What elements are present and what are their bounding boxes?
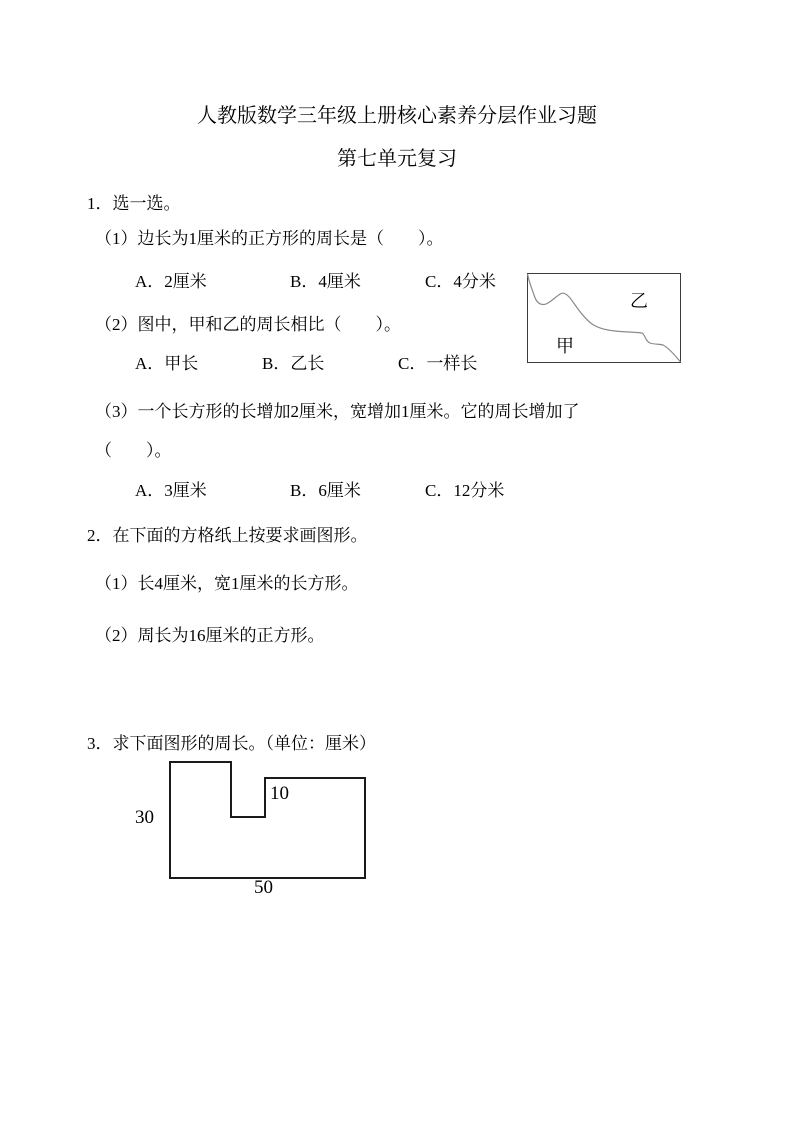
q1-sub3-option-a: A．3厘米 [135, 481, 207, 500]
perimeter-figure [168, 760, 368, 882]
q1-stem: 1．选一选。 [87, 194, 181, 213]
q1-sub2-option-a: A．甲长 [135, 354, 199, 373]
figure-border [528, 274, 681, 363]
q2-sub1-text: （1）长4厘米，宽1厘米的长方形。 [95, 574, 359, 593]
q3-bottom-dimension: 50 [254, 877, 273, 898]
jia-yi-figure [527, 273, 681, 363]
perimeter-figure-svg [168, 760, 368, 882]
page-title: 人教版数学三年级上册核心素养分层作业习题 [197, 105, 597, 127]
q1-sub2-option-b: B．乙长 [262, 354, 325, 373]
q1-sub1-option-a: A．2厘米 [135, 272, 207, 291]
label-jia: 甲 [556, 336, 574, 356]
q1-sub3-text-line2: （ ）。 [95, 441, 172, 460]
q1-sub3-text-line1: （3）一个长方形的长增加2厘米，宽增加1厘米。它的周长增加了 [95, 402, 580, 421]
q1-sub1-option-b: B．4厘米 [290, 272, 361, 291]
notched-rectangle-outline [170, 762, 365, 878]
q1-sub2-option-c: C．一样长 [398, 354, 478, 373]
page-subtitle: 第七单元复习 [337, 148, 457, 170]
q1-sub2-text: （2）图中，甲和乙的周长相比（ ）。 [95, 315, 401, 334]
q1-sub3-option-c: C．12分米 [425, 481, 505, 500]
q3-notch-dimension: 10 [270, 783, 289, 804]
dividing-curve [528, 274, 681, 362]
q3-stem: 3．求下面图形的周长。（单位：厘米） [87, 734, 376, 753]
jia-yi-figure-svg [527, 273, 681, 363]
q1-sub3-option-b: B．6厘米 [290, 481, 361, 500]
q1-sub1-text: （1）边长为1厘米的正方形的周长是（ ）。 [95, 229, 444, 248]
q2-sub2-text: （2）周长为16厘米的正方形。 [95, 626, 325, 645]
label-yi: 乙 [630, 291, 648, 311]
q3-left-dimension: 30 [135, 807, 154, 828]
q1-sub1-option-c: C．4分米 [425, 272, 496, 291]
q1-sub3-options [0, 481, 794, 503]
q2-stem: 2．在下面的方格纸上按要求画图形。 [87, 526, 368, 545]
